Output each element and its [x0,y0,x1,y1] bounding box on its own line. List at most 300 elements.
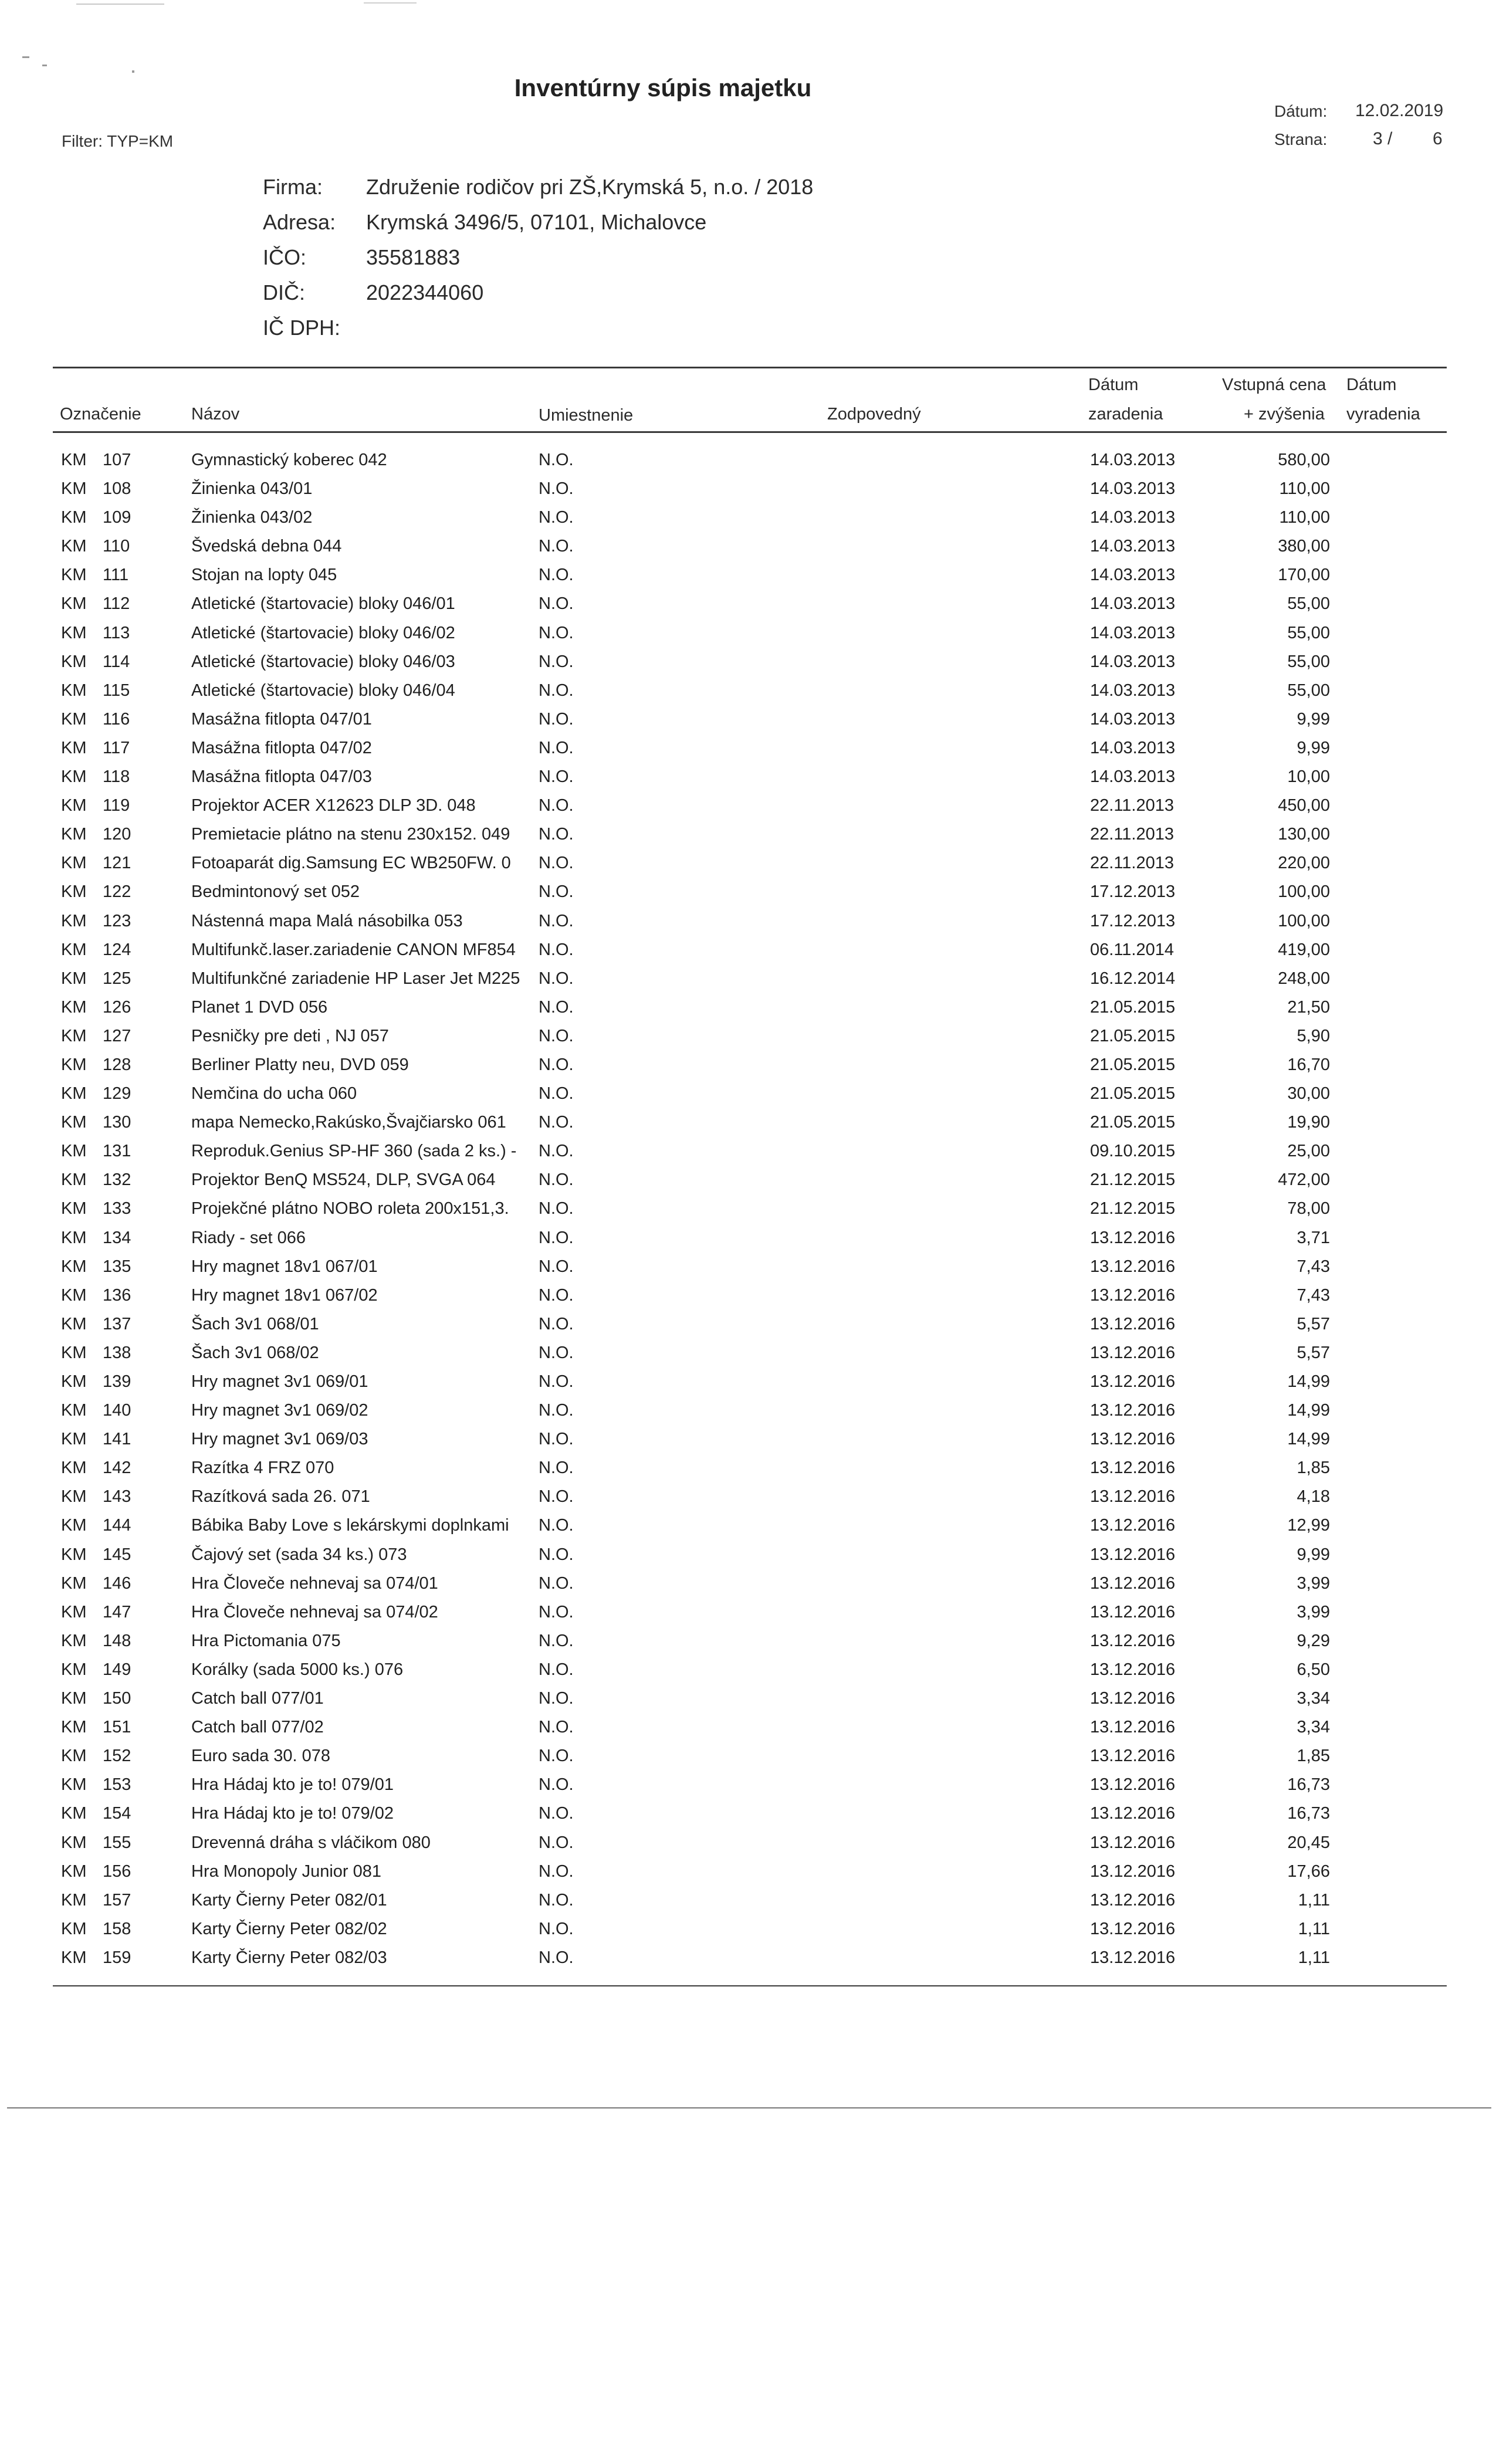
cell-inventory-number: 148 [103,1631,131,1650]
cell-date-added: 14.03.2013 [1090,652,1176,671]
col-datum-zaradenia-line2: zaradenia [1088,405,1163,424]
scan-speck [42,65,47,66]
table-row [0,1224,1496,1253]
cell-location: N.O. [539,1055,574,1074]
cell-location: N.O. [539,738,574,757]
cell-type-prefix: KM [61,1775,87,1795]
cell-type-prefix: KM [61,451,87,469]
cell-inventory-number: 153 [103,1775,131,1795]
cell-date-added: 13.12.2016 [1090,1775,1176,1795]
cell-date-added: 13.12.2016 [1090,1401,1176,1420]
cell-type-prefix: KM [61,623,87,642]
cell-price: 12,99 [1287,1516,1330,1535]
col-datum-zaradenia-line1: Dátum [1088,375,1139,394]
table-row [0,1569,1496,1598]
cell-item-name: Atletické (štartovacie) bloky 046/04 [191,681,455,700]
cell-location: N.O. [539,1775,574,1795]
cell-inventory-number: 135 [103,1257,131,1276]
cell-date-added: 22.11.2013 [1090,796,1174,815]
table-row [0,1368,1496,1396]
cell-price: 3,99 [1297,1573,1330,1593]
cell-date-added: 13.12.2016 [1090,1660,1176,1679]
cell-price: 3,71 [1297,1228,1330,1247]
cell-date-added: 13.12.2016 [1090,1343,1176,1362]
cell-location: N.O. [539,1084,574,1104]
cell-inventory-number: 132 [103,1170,131,1190]
cell-location: N.O. [539,1401,574,1420]
cell-item-name: Bedmintonový set 052 [191,882,360,902]
cell-price: 16,73 [1287,1804,1330,1823]
col-umiestnenie: Umiestnenie [539,406,634,425]
cell-price: 5,57 [1297,1343,1330,1362]
cell-item-name: Gymnastický koberec 042 [191,451,387,469]
cell-item-name: Nástenná mapa Malá násobilka 053 [191,911,463,930]
cell-location: N.O. [539,1689,574,1708]
cell-date-added: 13.12.2016 [1090,1861,1176,1881]
cell-item-name: Čajový set (sada 34 ks.) 073 [191,1545,407,1564]
table-row [0,1310,1496,1339]
table-row [0,503,1496,532]
cell-date-added: 13.12.2016 [1090,1285,1176,1305]
cell-item-name: Hry magnet 3v1 069/01 [191,1372,368,1391]
table-row [0,1051,1496,1079]
cell-location: N.O. [539,1631,574,1650]
cell-price: 25,00 [1287,1142,1330,1161]
cell-location: N.O. [539,1257,574,1276]
cell-price: 380,00 [1278,537,1330,556]
cell-location: N.O. [539,1948,574,1967]
table-row [0,1483,1496,1511]
cell-price: 110,00 [1279,479,1330,499]
cell-inventory-number: 109 [103,508,131,527]
cell-inventory-number: 124 [103,940,131,959]
cell-item-name: Hry magnet 18v1 067/01 [191,1257,378,1276]
document-title: Inventúrny súpis majetku [514,74,812,101]
page-current: 3 / [1373,129,1393,148]
cell-date-added: 13.12.2016 [1090,1573,1176,1593]
cell-date-added: 22.11.2013 [1090,825,1174,844]
table-row [0,1857,1496,1886]
cell-price: 9,99 [1297,709,1330,729]
table-row [0,1656,1496,1684]
cell-location: N.O. [539,1170,574,1190]
cell-type-prefix: KM [61,1430,87,1449]
company-dic-label: DIČ: [263,280,305,304]
table-row [0,1454,1496,1483]
table-row [0,1281,1496,1310]
cell-inventory-number: 126 [103,997,131,1017]
cell-inventory-number: 130 [103,1113,131,1132]
cell-inventory-number: 154 [103,1804,131,1823]
cell-item-name: Reproduk.Genius SP-HF 360 (sada 2 ks.) - [191,1142,517,1161]
scan-speck [364,2,417,4]
cell-item-name: Premietacie plátno na stenu 230x152. 049 [191,825,510,844]
table-row [0,734,1496,763]
cell-date-added: 14.03.2013 [1090,681,1176,700]
table-row [0,1194,1496,1223]
cell-location: N.O. [539,854,574,873]
table-row [0,907,1496,936]
cell-type-prefix: KM [61,1948,87,1967]
cell-inventory-number: 139 [103,1372,131,1391]
cell-type-prefix: KM [61,738,87,757]
cell-date-added: 14.03.2013 [1090,479,1176,499]
cell-location: N.O. [539,1890,574,1910]
cell-item-name: Riady - set 066 [191,1228,306,1247]
cell-location: N.O. [539,1861,574,1881]
cell-item-name: Masážna fitlopta 047/01 [191,709,372,729]
cell-price: 100,00 [1278,882,1330,902]
scan-speck [132,70,134,73]
cell-price: 10,00 [1287,767,1330,787]
cell-price: 170,00 [1278,566,1330,585]
cell-item-name: Hra Človeče nehnevaj sa 074/02 [191,1602,438,1622]
cell-price: 220,00 [1278,854,1330,873]
cell-price: 20,45 [1287,1833,1330,1852]
cell-location: N.O. [539,1228,574,1247]
cell-location: N.O. [539,1573,574,1593]
cell-location: N.O. [539,1804,574,1823]
cell-price: 55,00 [1287,652,1330,671]
cell-price: 16,73 [1287,1775,1330,1795]
cell-price: 19,90 [1287,1113,1330,1132]
cell-type-prefix: KM [61,1285,87,1305]
cell-date-added: 14.03.2013 [1090,537,1176,556]
cell-date-added: 13.12.2016 [1090,1919,1176,1938]
table-row [0,763,1496,791]
cell-location: N.O. [539,1430,574,1449]
inventory-table [0,446,1496,1972]
table-row [0,1253,1496,1281]
cell-date-added: 13.12.2016 [1090,1747,1176,1766]
cell-inventory-number: 144 [103,1516,131,1535]
table-row [0,1627,1496,1656]
cell-location: N.O. [539,1199,574,1219]
cell-date-added: 17.12.2013 [1090,882,1176,902]
cell-type-prefix: KM [61,652,87,671]
cell-type-prefix: KM [61,854,87,873]
cell-item-name: Masážna fitlopta 047/03 [191,767,372,787]
cell-location: N.O. [539,940,574,959]
cell-type-prefix: KM [61,1833,87,1852]
cell-date-added: 13.12.2016 [1090,1516,1176,1535]
table-row [0,1886,1496,1915]
table-row [0,1541,1496,1569]
cell-item-name: Hra Hádaj kto je to! 079/02 [191,1804,394,1823]
cell-price: 55,00 [1287,623,1330,642]
cell-location: N.O. [539,479,574,499]
cell-date-added: 14.03.2013 [1090,594,1176,614]
col-datum-vyradenia-line2: vyradenia [1346,405,1420,424]
cell-type-prefix: KM [61,796,87,815]
cell-type-prefix: KM [61,566,87,585]
cell-inventory-number: 158 [103,1919,131,1938]
cell-price: 30,00 [1287,1084,1330,1104]
table-row [0,849,1496,878]
cell-price: 6,50 [1297,1660,1330,1679]
cell-inventory-number: 113 [103,623,130,642]
table-row [0,648,1496,676]
table-row [0,1598,1496,1627]
cell-price: 9,99 [1297,738,1330,757]
cell-price: 580,00 [1278,451,1330,469]
cell-inventory-number: 115 [103,681,130,700]
cell-date-added: 21.12.2015 [1090,1199,1176,1219]
table-row [0,791,1496,820]
cell-type-prefix: KM [61,1343,87,1362]
cell-item-name: Žinienka 043/02 [191,508,313,527]
cell-date-added: 13.12.2016 [1090,1228,1176,1247]
cell-type-prefix: KM [61,1545,87,1564]
table-row [0,532,1496,561]
table-row [0,1108,1496,1137]
cell-inventory-number: 137 [103,1314,131,1333]
cell-price: 9,29 [1297,1631,1330,1650]
cell-date-added: 17.12.2013 [1090,911,1176,930]
cell-location: N.O. [539,1545,574,1564]
cell-inventory-number: 149 [103,1660,131,1679]
cell-location: N.O. [539,1113,574,1132]
cell-price: 21,50 [1287,997,1330,1017]
company-dic-value: 2022344060 [366,280,484,304]
cell-type-prefix: KM [61,681,87,700]
cell-item-name: Karty Čierny Peter 082/01 [191,1890,387,1910]
cell-location: N.O. [539,969,574,988]
cell-item-name: Hra Monopoly Junior 081 [191,1861,382,1881]
cell-date-added: 13.12.2016 [1090,1487,1176,1507]
table-row [0,1713,1496,1742]
cell-date-added: 13.12.2016 [1090,1458,1176,1478]
cell-type-prefix: KM [61,1257,87,1276]
cell-type-prefix: KM [61,1747,87,1766]
cell-price: 3,34 [1297,1689,1330,1708]
cell-item-name: Multifunkč.laser.zariadenie CANON MF854 [191,940,516,959]
cell-location: N.O. [539,1285,574,1305]
table-row [0,1742,1496,1771]
cell-item-name: Razítková sada 26. 071 [191,1487,370,1507]
cell-location: N.O. [539,1602,574,1622]
cell-item-name: Masážna fitlopta 047/02 [191,738,372,757]
cell-location: N.O. [539,709,574,729]
cell-date-added: 21.05.2015 [1090,997,1176,1017]
cell-item-name: Atletické (štartovacie) bloky 046/01 [191,594,455,614]
cell-location: N.O. [539,623,574,642]
cell-item-name: Atletické (štartovacie) bloky 046/02 [191,623,455,642]
cell-price: 1,11 [1298,1919,1330,1938]
company-icdph-label: IČ DPH: [263,316,341,340]
cell-price: 450,00 [1278,796,1330,815]
cell-price: 16,70 [1287,1055,1330,1074]
company-adresa-label: Adresa: [263,210,336,234]
cell-price: 55,00 [1287,681,1330,700]
cell-type-prefix: KM [61,1602,87,1622]
cell-item-name: Atletické (štartovacie) bloky 046/03 [191,652,455,671]
cell-location: N.O. [539,594,574,614]
cell-location: N.O. [539,1747,574,1766]
cell-price: 17,66 [1287,1861,1330,1881]
cell-location: N.O. [539,825,574,844]
cell-inventory-number: 111 [103,566,129,585]
cell-type-prefix: KM [61,1890,87,1910]
cell-date-added: 13.12.2016 [1090,1430,1176,1449]
cell-date-added: 13.12.2016 [1090,1833,1176,1852]
table-row [0,1079,1496,1108]
cell-date-added: 13.12.2016 [1090,1545,1176,1564]
cell-date-added: 21.05.2015 [1090,1084,1176,1104]
cell-price: 5,90 [1297,1026,1330,1045]
cell-type-prefix: KM [61,1401,87,1420]
cell-item-name: Hry magnet 3v1 069/03 [191,1430,368,1449]
cell-price: 7,43 [1297,1257,1330,1276]
cell-date-added: 13.12.2016 [1090,1372,1176,1391]
cell-price: 1,85 [1297,1747,1330,1766]
cell-item-name: Šach 3v1 068/02 [191,1343,319,1362]
cell-inventory-number: 142 [103,1458,131,1478]
cell-inventory-number: 136 [103,1285,131,1305]
cell-item-name: Švedská debna 044 [191,537,342,556]
company-adresa-value: Krymská 3496/5, 07101, Michalovce [366,210,707,234]
cell-item-name: Projektor BenQ MS524, DLP, SVGA 064 [191,1170,496,1190]
cell-inventory-number: 119 [103,796,130,815]
col-vstupna-cena-line1: Vstupná cena [1222,375,1326,394]
cell-inventory-number: 122 [103,882,131,902]
cell-date-added: 14.03.2013 [1090,767,1176,787]
table-row [0,878,1496,906]
cell-type-prefix: KM [61,1026,87,1045]
table-row [0,1396,1496,1425]
cell-inventory-number: 107 [103,451,131,469]
cell-date-added: 21.12.2015 [1090,1170,1176,1190]
cell-inventory-number: 157 [103,1890,131,1910]
cell-type-prefix: KM [61,1228,87,1247]
cell-inventory-number: 131 [103,1142,131,1161]
cell-type-prefix: KM [61,1573,87,1593]
cell-price: 78,00 [1287,1199,1330,1219]
cell-inventory-number: 112 [103,594,130,614]
cell-inventory-number: 134 [103,1228,131,1247]
table-row [0,820,1496,849]
cell-date-added: 14.03.2013 [1090,623,1176,642]
cell-date-added: 21.05.2015 [1090,1113,1176,1132]
cell-type-prefix: KM [61,1199,87,1219]
table-row [0,964,1496,993]
cell-inventory-number: 129 [103,1084,131,1104]
cell-date-added: 13.12.2016 [1090,1948,1176,1967]
cell-price: 4,18 [1297,1487,1330,1507]
cell-location: N.O. [539,1919,574,1938]
cell-date-added: 13.12.2016 [1090,1631,1176,1650]
cell-date-added: 13.12.2016 [1090,1890,1176,1910]
cell-item-name: Berliner Platty neu, DVD 059 [191,1055,409,1074]
cell-location: N.O. [539,796,574,815]
cell-inventory-number: 156 [103,1861,131,1881]
cell-date-added: 16.12.2014 [1090,969,1176,988]
cell-inventory-number: 146 [103,1573,131,1593]
table-row [0,1799,1496,1828]
cell-date-added: 13.12.2016 [1090,1602,1176,1622]
cell-type-prefix: KM [61,1718,87,1737]
cell-inventory-number: 150 [103,1689,131,1708]
col-oznacenie: Označenie [60,405,141,424]
cell-price: 1,11 [1298,1890,1330,1910]
cell-item-name: Žinienka 043/01 [191,479,313,499]
cell-date-added: 21.05.2015 [1090,1026,1176,1045]
cell-price: 3,34 [1297,1718,1330,1737]
cell-inventory-number: 128 [103,1055,131,1074]
cell-item-name: mapa Nemecko,Rakúsko,Švajčiarsko 061 [191,1113,506,1132]
cell-date-added: 14.03.2013 [1090,709,1176,729]
cell-inventory-number: 110 [103,537,130,556]
cell-type-prefix: KM [61,1631,87,1650]
cell-price: 9,99 [1297,1545,1330,1564]
cell-location: N.O. [539,451,574,469]
table-row [0,590,1496,618]
cell-price: 14,99 [1287,1430,1330,1449]
cell-type-prefix: KM [61,1861,87,1881]
cell-type-prefix: KM [61,969,87,988]
cell-location: N.O. [539,1718,574,1737]
cell-inventory-number: 120 [103,825,131,844]
col-vstupna-cena-line2: + zvýšenia [1244,405,1325,424]
cell-date-added: 06.11.2014 [1090,940,1174,959]
cell-inventory-number: 114 [103,652,130,671]
company-firma-label: Firma: [263,175,323,199]
cell-inventory-number: 116 [103,709,130,729]
cell-inventory-number: 159 [103,1948,131,1967]
cell-inventory-number: 125 [103,969,131,988]
cell-item-name: Projekčné plátno NOBO roleta 200x151,3. [191,1199,509,1219]
cell-item-name: Hra Hádaj kto je to! 079/01 [191,1775,394,1795]
cell-type-prefix: KM [61,1689,87,1708]
company-info [263,174,813,341]
cell-location: N.O. [539,508,574,527]
cell-type-prefix: KM [61,940,87,959]
cell-location: N.O. [539,882,574,902]
table-row [0,993,1496,1022]
table-row [0,1425,1496,1454]
cell-item-name: Drevenná dráha s vláčikom 080 [191,1833,431,1852]
cell-type-prefix: KM [61,1516,87,1535]
cell-item-name: Hra Pictomania 075 [191,1631,341,1650]
cell-location: N.O. [539,1314,574,1333]
cell-inventory-number: 117 [103,738,130,757]
cell-type-prefix: KM [61,537,87,556]
cell-type-prefix: KM [61,1170,87,1190]
cell-type-prefix: KM [61,1113,87,1132]
table-row [0,1829,1496,1857]
print-date: 12.02.2019 [1355,101,1444,120]
table-row [0,1944,1496,1972]
cell-inventory-number: 143 [103,1487,131,1507]
cell-location: N.O. [539,652,574,671]
cell-date-added: 13.12.2016 [1090,1718,1176,1737]
cell-location: N.O. [539,1026,574,1045]
cell-type-prefix: KM [61,997,87,1017]
cell-price: 14,99 [1287,1372,1330,1391]
cell-location: N.O. [539,566,574,585]
cell-price: 472,00 [1278,1170,1330,1190]
cell-location: N.O. [539,1458,574,1478]
cell-date-added: 14.03.2013 [1090,738,1176,757]
cell-item-name: Multifunkčné zariadenie HP Laser Jet M225 [191,969,520,988]
cell-inventory-number: 140 [103,1401,131,1420]
cell-location: N.O. [539,537,574,556]
cell-inventory-number: 123 [103,911,131,930]
table-row [0,1137,1496,1166]
company-ico-label: IČO: [263,245,307,269]
company-icdph-value [366,314,813,341]
date-label: Dátum: [1274,102,1328,120]
